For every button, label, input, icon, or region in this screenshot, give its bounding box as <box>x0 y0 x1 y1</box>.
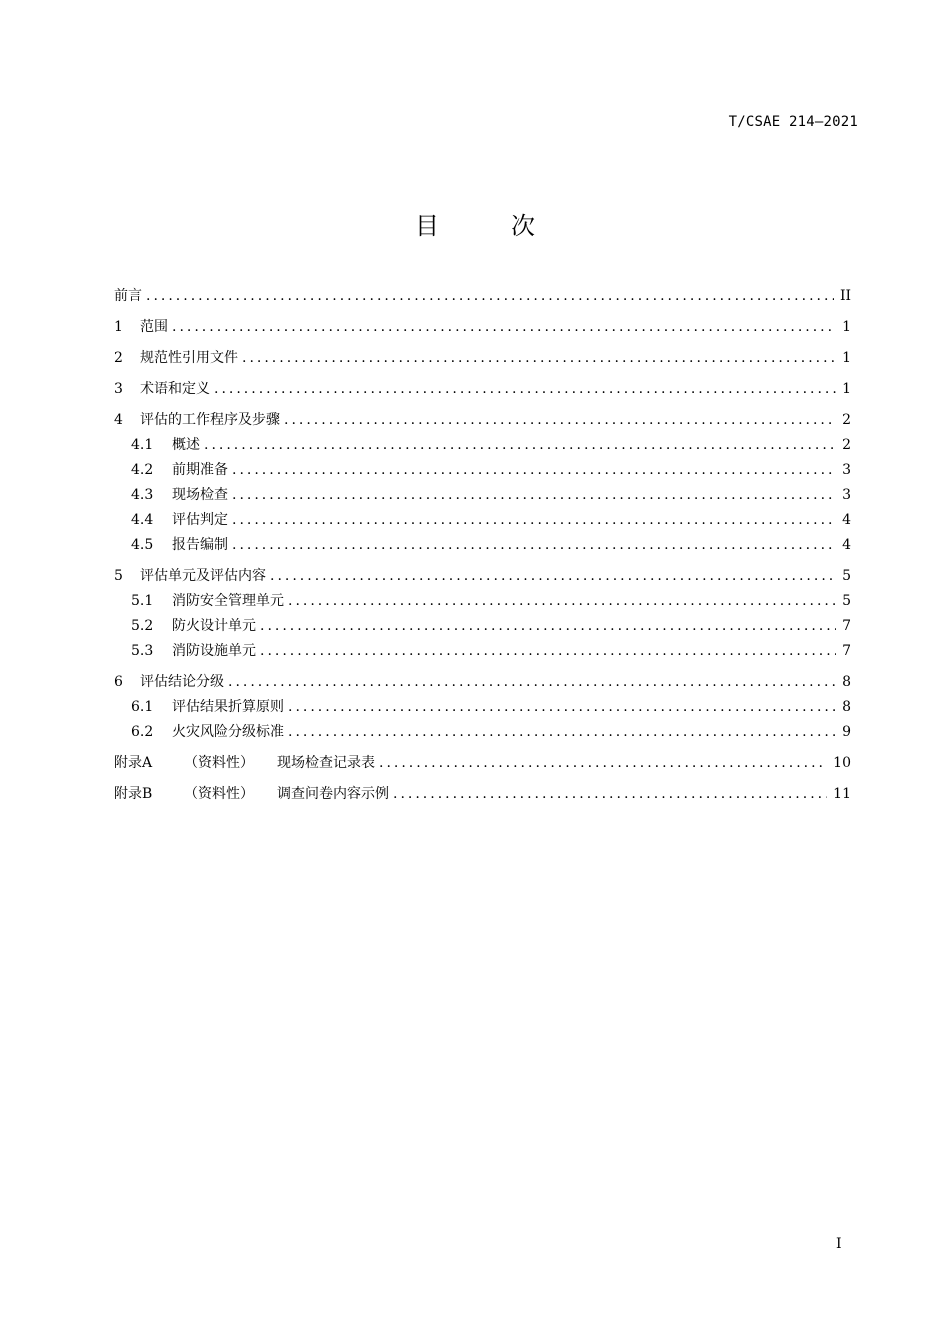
toc-entry-annex-type: （资料性） <box>184 755 254 771</box>
toc-entry-title: 现场检查记录表 <box>277 755 375 771</box>
toc-entry-title: 范围 <box>140 319 168 335</box>
toc-entry-number: 附录B <box>114 786 153 802</box>
toc-entry-number: 5.1 <box>131 593 154 609</box>
toc-leader-dots <box>288 720 836 745</box>
toc-leader-dots <box>270 564 836 589</box>
toc-entry-number: 附录A <box>114 755 153 771</box>
toc-leader-dots <box>288 589 836 614</box>
toc-leader-dots <box>232 508 836 533</box>
toc-leader-dots <box>232 458 836 483</box>
toc-entry-page: 4 <box>842 537 851 553</box>
toc-entry-page: 3 <box>842 462 851 478</box>
toc-entry-number: 6.1 <box>131 699 154 715</box>
toc-entry-title: 前期准备 <box>172 462 228 478</box>
toc-leader-dots <box>228 670 836 695</box>
toc-leader-dots <box>284 408 836 433</box>
toc-entry-page: 1 <box>842 350 851 366</box>
toc-entry[interactable] <box>114 670 851 695</box>
toc-entry-page: 5 <box>842 593 851 609</box>
toc-entry[interactable] <box>114 346 851 371</box>
toc-entry[interactable] <box>114 720 851 745</box>
toc-leader-dots <box>288 695 836 720</box>
toc-entry[interactable] <box>114 377 851 402</box>
toc-entry-number: 3 <box>114 381 123 397</box>
toc-entry-number: 4.4 <box>131 512 154 528</box>
toc-entry-label <box>172 614 256 639</box>
toc-entry-number: 4.2 <box>131 462 154 478</box>
toc-entry-page: 9 <box>842 724 851 740</box>
toc-entry-title: 评估结果折算原则 <box>172 699 284 715</box>
toc-entry-page: 10 <box>833 755 851 771</box>
toc-entry-title: 规范性引用文件 <box>140 350 238 366</box>
toc-entry-title: 现场检查 <box>172 487 228 503</box>
table-of-contents <box>114 284 851 807</box>
toc-entry[interactable] <box>114 508 851 533</box>
toc-entry-label <box>140 408 280 433</box>
toc-entry-title: 评估结论分级 <box>140 674 224 690</box>
toc-entry-label <box>140 315 168 340</box>
toc-entry-page: 2 <box>842 437 851 453</box>
toc-entry-page: 1 <box>842 319 851 335</box>
toc-entry[interactable] <box>114 564 851 589</box>
toc-entry-number: 5.3 <box>131 643 154 659</box>
toc-leader-dots <box>146 284 834 309</box>
toc-entry-number: 5.2 <box>131 618 154 634</box>
toc-entry[interactable] <box>114 782 851 807</box>
toc-entry-label <box>184 751 375 776</box>
toc-entry-page: 4 <box>842 512 851 528</box>
page-number: I <box>836 1236 842 1252</box>
toc-entry-title: 消防设施单元 <box>172 643 256 659</box>
toc-entry-page: 8 <box>842 699 851 715</box>
toc-entry-label <box>172 639 256 664</box>
toc-entry-title: 前言 <box>114 288 142 304</box>
toc-leader-dots <box>232 533 836 558</box>
toc-entry-page: 2 <box>842 412 851 428</box>
toc-entry-number: 4.5 <box>131 537 154 553</box>
toc-leader-dots <box>393 782 827 807</box>
toc-entry-label <box>114 284 142 309</box>
toc-entry-title: 评估单元及评估内容 <box>140 568 266 584</box>
toc-entry[interactable] <box>114 614 851 639</box>
toc-entry-number: 6.2 <box>131 724 154 740</box>
toc-leader-dots <box>242 346 836 371</box>
toc-entry-number: 1 <box>114 319 123 335</box>
toc-entry-page: 5 <box>842 568 851 584</box>
toc-entry-label <box>172 695 284 720</box>
toc-entry-label <box>140 377 210 402</box>
toc-entry-label <box>184 782 389 807</box>
toc-entry-title: 评估判定 <box>172 512 228 528</box>
toc-entry-title: 调查问卷内容示例 <box>277 786 389 802</box>
toc-entry-label <box>172 458 228 483</box>
toc-entry-number: 5 <box>114 568 123 584</box>
toc-entry[interactable] <box>114 751 851 776</box>
toc-entry-page: 8 <box>842 674 851 690</box>
toc-entry-page: II <box>839 288 851 304</box>
toc-leader-dots <box>379 751 827 776</box>
toc-entry-label <box>172 720 284 745</box>
toc-entry-title: 消防安全管理单元 <box>172 593 284 609</box>
toc-entry-page: 1 <box>842 381 851 397</box>
standard-code: T/CSAE 214—2021 <box>728 114 858 130</box>
toc-entry[interactable] <box>114 284 851 309</box>
toc-entry-page: 3 <box>842 487 851 503</box>
toc-entry[interactable] <box>114 695 851 720</box>
toc-entry-number: 2 <box>114 350 123 366</box>
toc-entry[interactable] <box>114 589 851 614</box>
toc-leader-dots <box>260 614 836 639</box>
toc-entry-number: 4.3 <box>131 487 154 503</box>
toc-entry[interactable] <box>114 408 851 433</box>
toc-entry[interactable] <box>114 533 851 558</box>
toc-entry-label <box>140 346 238 371</box>
toc-entry-title: 术语和定义 <box>140 381 210 397</box>
toc-entry-number: 4 <box>114 412 123 428</box>
toc-entry-label <box>172 508 228 533</box>
toc-entry-page: 7 <box>842 643 851 659</box>
toc-entry-label <box>140 564 266 589</box>
toc-entry-title: 报告编制 <box>172 537 228 553</box>
toc-entry[interactable] <box>114 639 851 664</box>
toc-leader-dots <box>260 639 836 664</box>
toc-entry-number: 4.1 <box>131 437 154 453</box>
toc-leader-dots <box>172 315 836 340</box>
toc-entry-title: 防火设计单元 <box>172 618 256 634</box>
toc-entry-label <box>172 433 200 458</box>
toc-entry-label <box>140 670 224 695</box>
toc-leader-dots <box>214 377 836 402</box>
toc-entry-label <box>172 533 228 558</box>
toc-entry[interactable] <box>114 315 851 340</box>
toc-entry-page: 11 <box>833 786 851 802</box>
toc-leader-dots <box>232 483 836 508</box>
toc-entry[interactable] <box>114 458 851 483</box>
toc-entry-title: 评估的工作程序及步骤 <box>140 412 280 428</box>
page-title: 目 次 <box>415 212 559 240</box>
toc-entry-annex-type: （资料性） <box>184 786 254 802</box>
toc-entry-title: 概述 <box>172 437 200 453</box>
toc-leader-dots <box>204 433 836 458</box>
toc-entry-label <box>172 483 228 508</box>
toc-entry-page: 7 <box>842 618 851 634</box>
toc-entry-label <box>172 589 284 614</box>
toc-entry[interactable] <box>114 433 851 458</box>
toc-entry-title: 火灾风险分级标准 <box>172 724 284 740</box>
toc-entry-number: 6 <box>114 674 123 690</box>
toc-entry[interactable] <box>114 483 851 508</box>
